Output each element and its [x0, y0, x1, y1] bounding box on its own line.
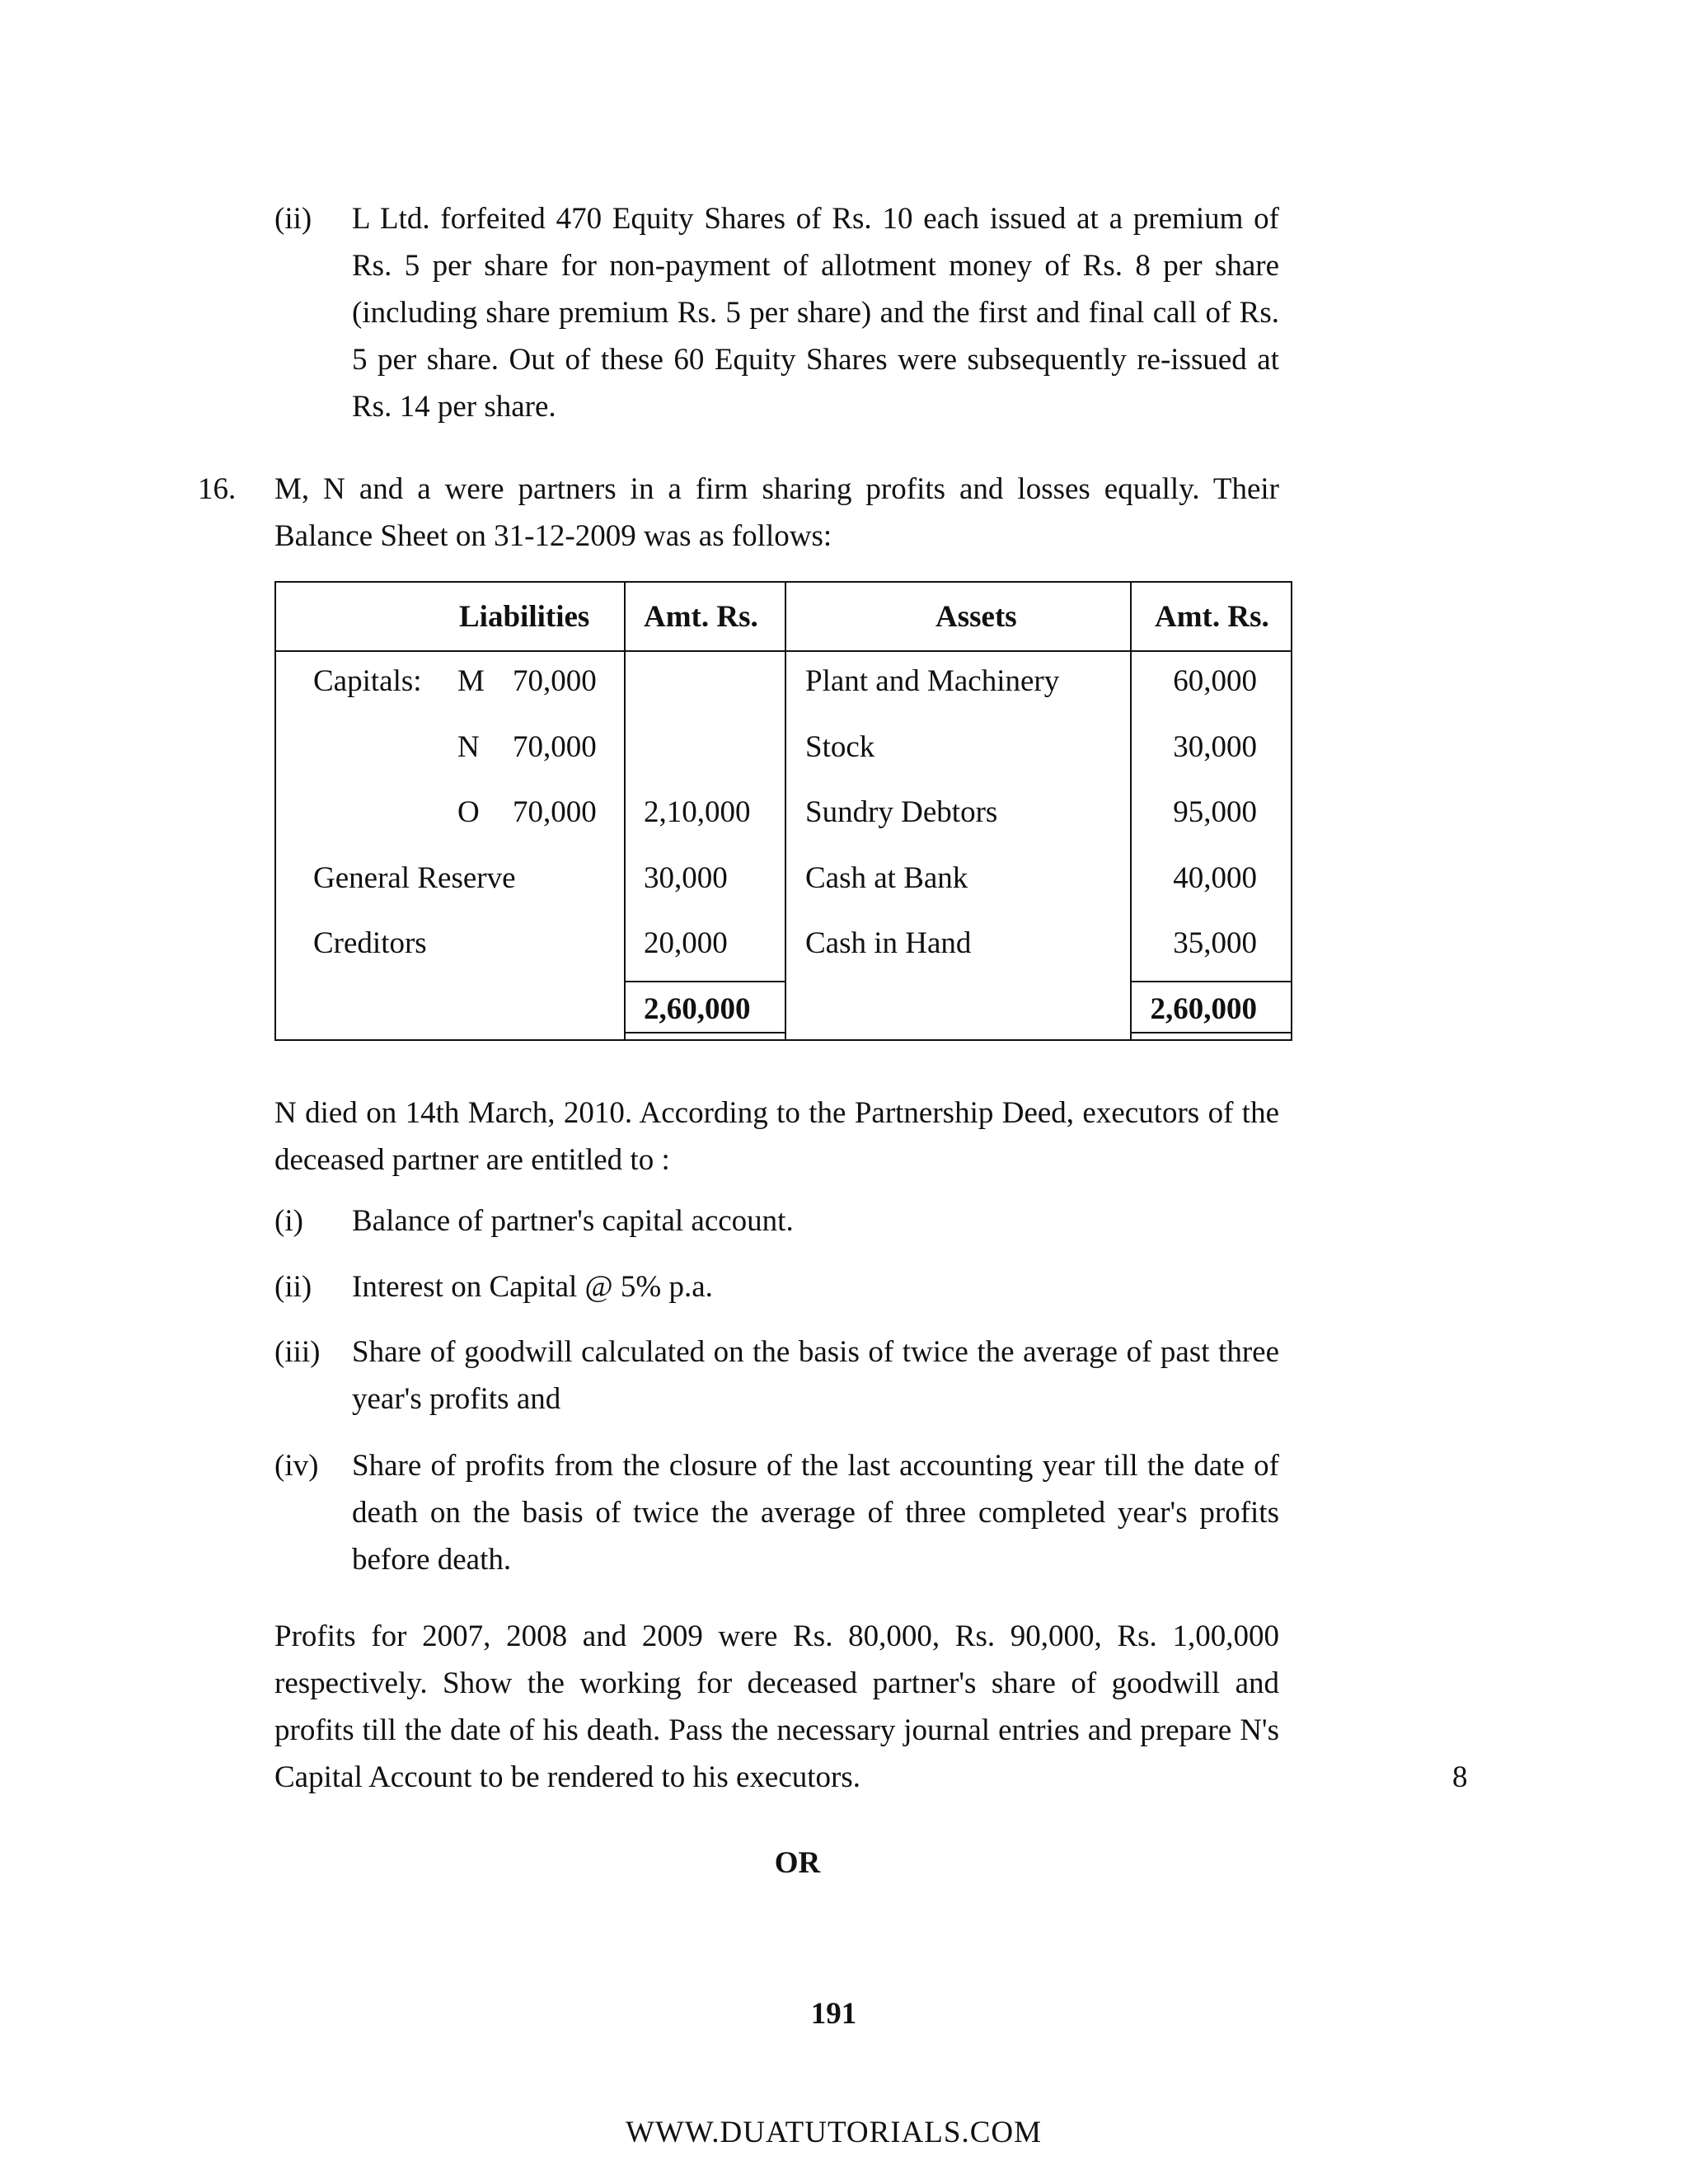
header-liabilities: Liabilities — [459, 600, 590, 634]
total-assets: 2,60,000 — [1150, 992, 1257, 1026]
asset-amount: 30,000 — [1173, 730, 1257, 764]
part-ii-label: (ii) — [274, 202, 312, 236]
death-paragraph: N died on 14th March, 2010. According to the Partnership Deed, executors of the deceased partner are entitled to : — [274, 1096, 1279, 1177]
asset-label: Sundry Debtors — [805, 795, 998, 829]
entitlement-label: (i) — [274, 1204, 303, 1238]
header-amount-assets: Amt. Rs. — [1155, 600, 1269, 634]
capital-total: 2,10,000 — [644, 795, 751, 829]
partner-name: M — [457, 664, 485, 698]
asset-amount: 40,000 — [1173, 861, 1257, 895]
entitlement-text: Share of profits from the closure of the last accounting year till the date of death on the basis of twice the average of three completed year's profits before death. — [352, 1449, 1279, 1577]
footer-website: WWW.DUATUTORIALS.COM — [625, 2116, 1043, 2149]
creditors-amount: 20,000 — [644, 926, 728, 960]
profits-paragraph: Profits for 2007, 2008 and 2009 were Rs. 80,000, Rs. 90,000, Rs. 1,00,000 respectively. Show the working for deceased partner's share of goodwill and profits till the date of his death. Pass the necessary journal entries and prepare N's Capital Account to be rendered to his executors. — [274, 1619, 1279, 1794]
marks: 8 — [1452, 1760, 1468, 1794]
header-amount-liabilities: Amt. Rs. — [644, 600, 758, 634]
partner-name: O — [457, 795, 480, 829]
asset-label: Plant and Machinery — [805, 664, 1060, 698]
asset-amount: 60,000 — [1173, 664, 1257, 698]
asset-label: Stock — [805, 730, 875, 764]
header-rule — [276, 650, 1291, 652]
question-intro: M, N and a were partners in a firm sharing profits and losses equally. Their Balance Sheet on 31-12-2009 was as follows: — [274, 472, 1279, 553]
part-ii-text: L Ltd. forfeited 470 Equity Shares of Rs. 10 each issued at a premium of Rs. 5 per share for non-payment of allotment money of Rs. 8 per share (including share premium Rs. 5 per share) and the first and final call of Rs. 5 per share. Out of these 60 Equity Shares were subsequently re-issued at Rs. 14 per share. — [352, 202, 1279, 424]
entitlement-label: (ii) — [274, 1270, 312, 1304]
capitals-label: Capitals: — [313, 664, 422, 698]
balance-sheet-table — [274, 581, 1292, 1041]
entitlement-text: Share of goodwill calculated on the basis of twice the average of past three year's profits and — [352, 1335, 1279, 1416]
total-rule-bottom — [1130, 1032, 1292, 1033]
total-rule-top — [1130, 981, 1292, 982]
partner-capital: 70,000 — [513, 664, 597, 698]
asset-label: Cash at Bank — [805, 861, 968, 895]
entitlement-label: (iv) — [274, 1449, 319, 1483]
total-liabilities: 2,60,000 — [644, 992, 751, 1026]
asset-amount: 35,000 — [1173, 926, 1257, 960]
general-reserve-label: General Reserve — [313, 861, 516, 895]
asset-amount: 95,000 — [1173, 795, 1257, 829]
creditors-label: Creditors — [313, 926, 427, 960]
question-number: 16. — [198, 472, 237, 506]
total-rule-top — [624, 981, 785, 982]
header-assets: Assets — [935, 600, 1017, 634]
entitlement-text: Interest on Capital @ 5% p.a. — [352, 1270, 713, 1304]
asset-label: Cash in Hand — [805, 926, 972, 960]
total-rule-bottom — [624, 1032, 785, 1033]
partner-capital: 70,000 — [513, 795, 597, 829]
partner-capital: 70,000 — [513, 730, 597, 764]
general-reserve-amount: 30,000 — [644, 861, 728, 895]
partner-name: N — [457, 730, 480, 764]
or-separator: OR — [774, 1846, 821, 1880]
entitlement-label: (iii) — [274, 1335, 321, 1369]
page-number: 191 — [810, 1997, 857, 2031]
entitlement-text: Balance of partner's capital account. — [352, 1204, 794, 1238]
